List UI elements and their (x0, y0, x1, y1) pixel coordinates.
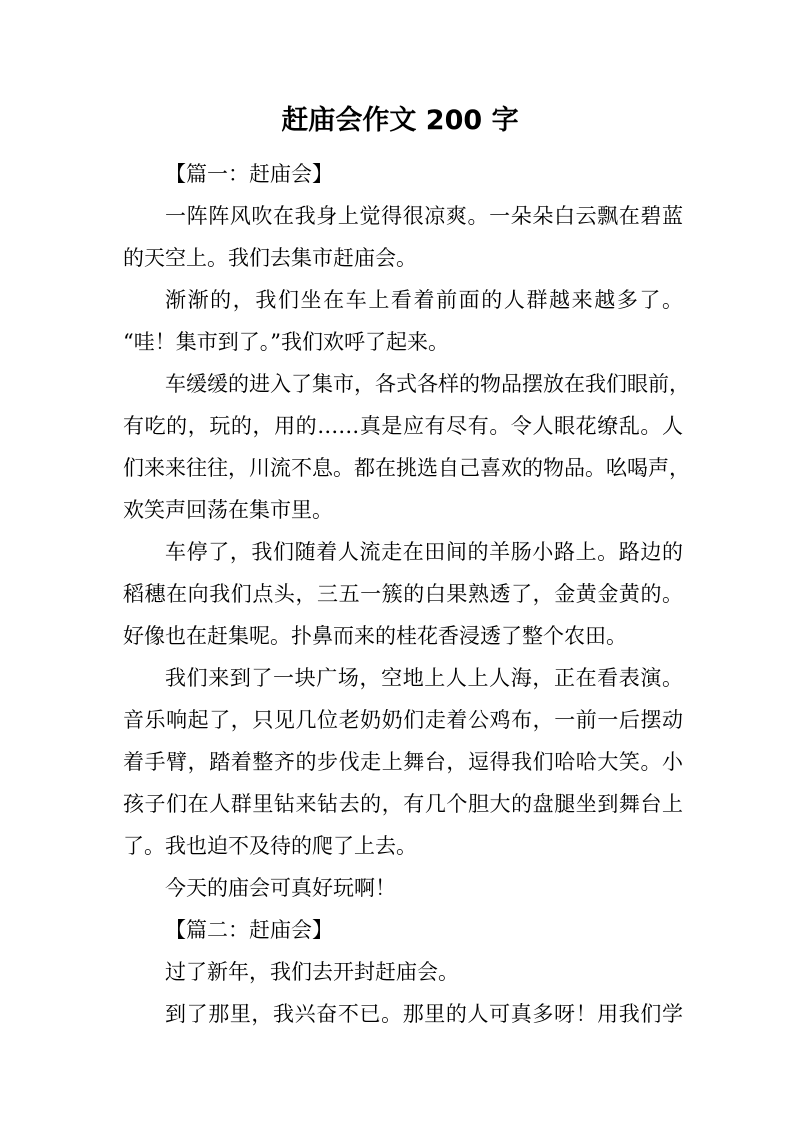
document-body (123, 158, 690, 1040)
paragraph-line: 们来来往往，川流不息。都在挑选自己喜欢的物品。吆喝声， (123, 456, 690, 480)
section-heading: 【篇二：赶庙会】 (165, 918, 333, 942)
paragraph-line: 稻穗在向我们点头，三五一簇的白果熟透了，金黄金黄的。 (123, 582, 683, 606)
document-title: 赶庙会作文 200 字 (281, 105, 519, 136)
paragraph-line: 今天的庙会可真好玩啊！ (165, 876, 396, 900)
paragraph-line: 音乐响起了，只见几位老奶奶们走着公鸡布，一前一后摆动 (123, 708, 683, 732)
paragraph-line: 车停了，我们随着人流走在田间的羊肠小路上。路边的 (165, 540, 683, 564)
paragraph-line: 着手臂，踏着整齐的步伐走上舞台，逗得我们哈哈大笑。小 (123, 750, 683, 774)
paragraph-line: 了。我也迫不及待的爬了上去。 (123, 834, 417, 858)
paragraph-line: 的天空上。我们去集市赶庙会。 (123, 246, 417, 270)
paragraph-line: 渐渐的，我们坐在车上看着前面的人群越来越多了。 (165, 288, 683, 312)
paragraph-line: 过了新年，我们去开封赶庙会。 (165, 960, 459, 984)
paragraph-line: 我们来到了一块广场，空地上人上人海，正在看表演。 (165, 666, 683, 690)
paragraph-line: 到了那里，我兴奋不已。那里的人可真多呀！用我们学 (165, 1002, 683, 1026)
paragraph-line: 孩子们在人群里钻来钻去的，有几个胆大的盘腿坐到舞台上 (123, 792, 683, 816)
paragraph-line: 有吃的，玩的，用的……真是应有尽有。令人眼花缭乱。人 (123, 414, 683, 438)
paragraph-line: 欢笑声回荡在集市里。 (123, 498, 333, 522)
paragraph-line: “哇！集市到了。”我们欢呼了起来。 (123, 330, 449, 354)
section-heading: 【篇一：赶庙会】 (165, 162, 333, 186)
paragraph-line: 好像也在赶集呢。扑鼻而来的桂花香浸透了整个农田。 (123, 624, 627, 648)
paragraph-line: 一阵阵风吹在我身上觉得很凉爽。一朵朵白云飘在碧蓝 (165, 204, 683, 228)
paragraph-line: 车缓缓的进入了集市，各式各样的物品摆放在我们眼前， (165, 372, 690, 396)
